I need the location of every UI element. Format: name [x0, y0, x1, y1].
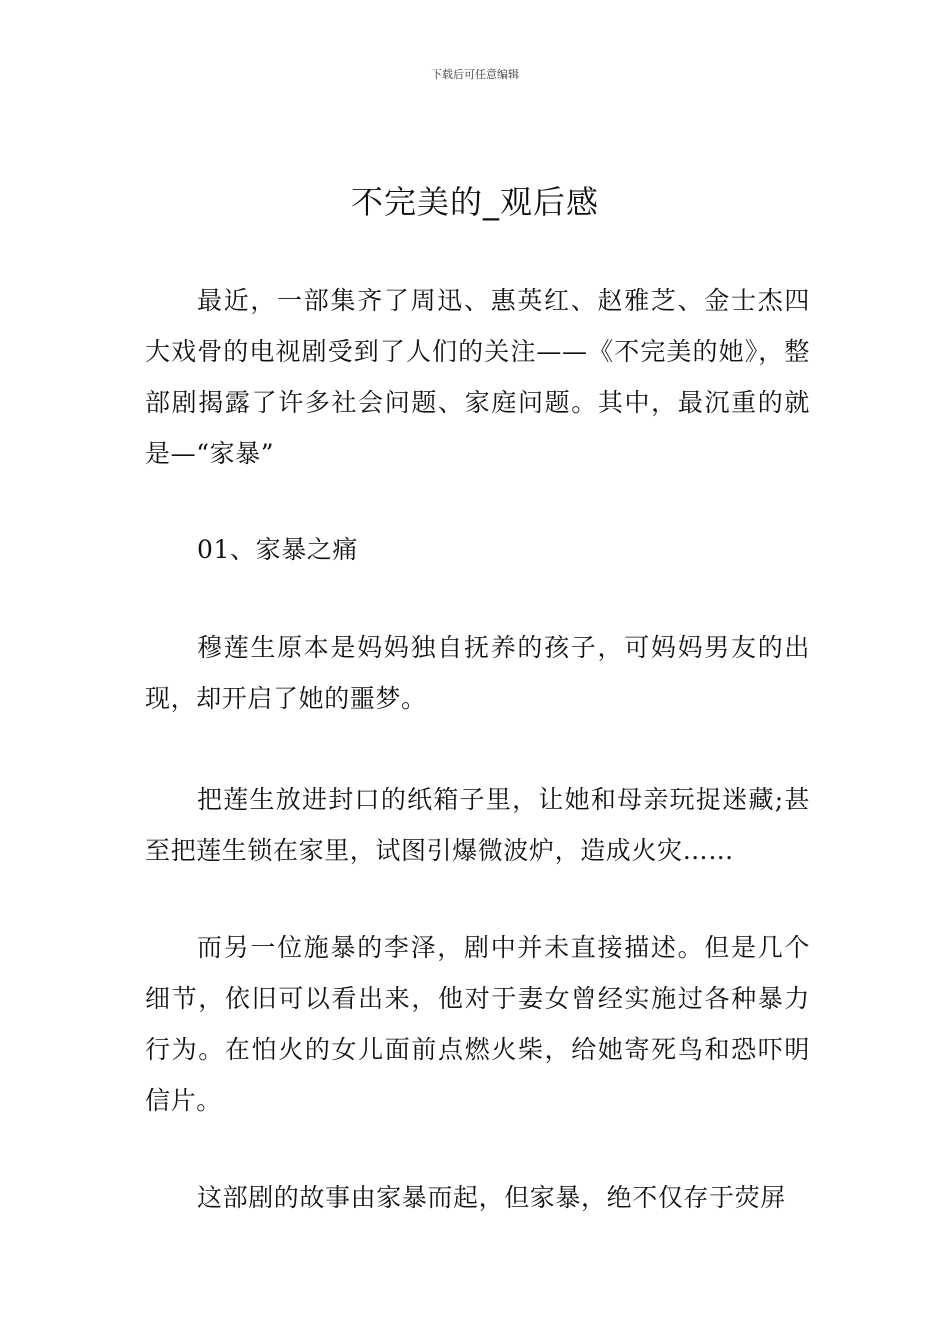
paragraph: 穆莲生原本是妈妈独自抚养的孩子，可妈妈男友的出现，却开启了她的噩梦。 — [145, 633, 810, 713]
header-note: 下载后可任意编辑 — [431, 68, 519, 81]
paragraph: 而另一位施暴的李泽，剧中并未直接描述。但是几个细节，依旧可以看出来，他对于妻女曾经实施过各种暴力行为。在怕火的女儿面前点燃火柴，给她寄死鸟和恐吓明信片。 — [145, 933, 810, 1115]
paragraph-intro: 最近，一部集齐了周迅、惠英红、赵雅芝、金士杰四大戏骨的电视剧受到了人们的关注——《不完美的她》，整部剧揭露了许多社会问题、家庭问题。其中，最沉重的就是—“家暴” — [145, 286, 810, 468]
paragraph: 把莲生放进封口的纸箱子里，让她和母亲玩捉迷藏;甚至把莲生锁在家里，试图引爆微波炉，造成火灾…… — [145, 785, 810, 865]
paragraph: 这部剧的故事由家暴而起，但家暴，绝不仅存于荧屏 — [197, 1183, 786, 1212]
document-title: 不完美的_观后感 — [350, 183, 599, 221]
section-heading: 01、家暴之痛 — [197, 535, 359, 564]
